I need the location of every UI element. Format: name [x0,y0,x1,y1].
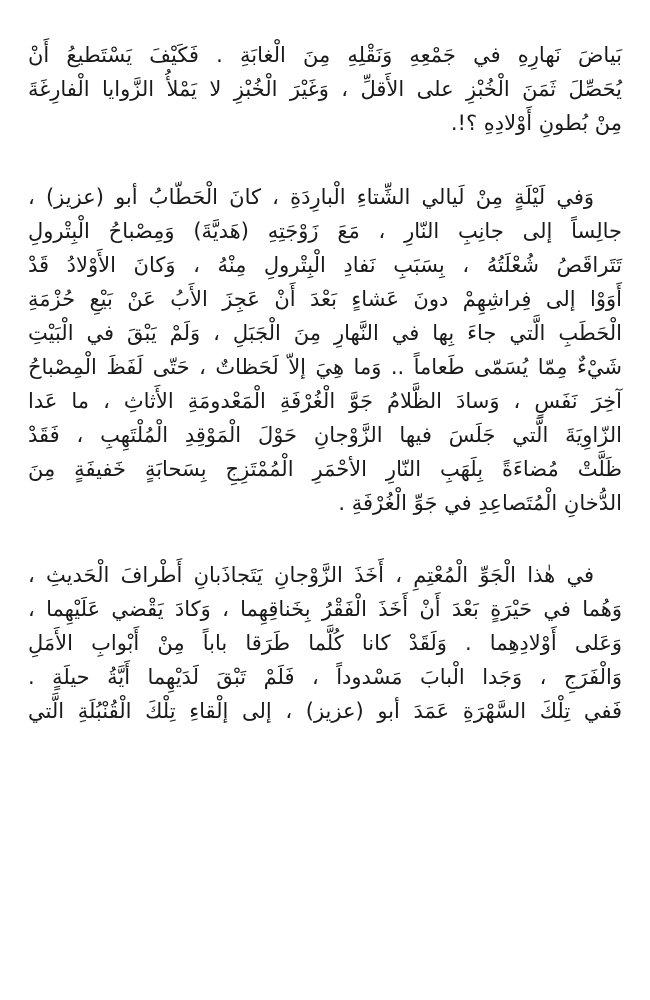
text-line: الدُّخانِ الْمُتَصاعِدِ في جَوِّ الْغُرْفَةِ . [338,491,622,515]
book-page [28,38,622,980]
text-line: يُحَصِّلَ ثَمَنَ الْخُبْزِ على الأَقلِّ ، وَغَيْرَ الْخُبْزِ لا يَمْلأُ الزَّوايا الْفارِغَةَ [28,77,622,101]
text-line: جالِساً إلى جانِبِ النّارِ ، مَعَ زَوْجَتِهِ (هَديَّةَ) وَمِصْباحُ الْبِتْرولِ [28,219,622,243]
text-line: فَفي تِلْكَ السَّهْرَةِ عَمَدَ أبو (عزيز) ، إلى إلْقاءِ تِلْكَ الْقُنْبُلَةِ الَّتي [28,699,622,723]
text-line: مِنْ بُطونِ أَوْلادِهِ ؟!. [450,111,622,135]
text-line: وَعَلى أَوْلادِهِما . وَلَقَدْ كانا كُلَّما طَرَقا باباً مِنْ أَبْوابِ الأَمَلِ [28,631,622,655]
text-line: الزّاوِيَةَ الَّتي جَلَسَ فيها الزَّوْجانِ حَوْلَ الْمَوْقِدِ الْمُلْتَهِبِ ، فَقَدْ [28,423,622,447]
text-line: في هٰذا الْجَوِّ الْمُعْتِمِ ، أَخَذَ الزَّوْجانِ يَتَجاذَبانِ أَطْرافَ الْحَديثِ ، [28,563,594,587]
text-line: ظَلَّتْ مُضاءَةً بِلَهَبِ النّارِ الأحْمَرِ الْمُمْتَزِجِ بِسَحابَةٍ خَفيفَةٍ مِنَ [28,457,622,481]
text-line: أَوَوْا إلى فِراشِهِمْ دونَ عَشاءٍ بَعْدَ أَنْ عَجِزَ الأَبُ عَنْ بَيْعِ حُزْمَةِ [28,287,622,311]
paragraph-1 [28,38,622,140]
paragraph-2 [28,180,622,520]
text-line: الْحَطَبِ الَّتي جاءَ بِها في النَّهارِ مِنَ الْجَبَلِ ، وَلَمْ يَبْقَ في الْبَيْتِ [28,321,622,345]
text-line: شَيْءٌ مِمّا يُسَمّى طَعاماً .. وَما هِيَ إلاّ لَحَظاتٌ ، حَتّى لَفَظَ الْمِصْباحُ [28,355,622,379]
text-line: وَهُما في حَيْرَةٍ بَعْدَ أَنْ أَخَذَ الْفَقْرُ بِخَناقِهِما ، وَكادَ يَقْضي عَلَيْهِما ، [28,597,622,621]
text-line: آخِرَ نَفَسٍ ، وَسادَ الظَّلامُ جَوَّ الْغُرْفَةِ الْمَعْدومَةِ الأَثاثِ ، ما عَدا [28,389,622,413]
text-line: تَتَراقَصُ شُعْلَتُهُ ، بِسَبَبِ نَفادِ الْبِتْرولِ مِنْهُ ، وَكانَ الأَوْلادُ قَدْ [28,253,622,277]
text-line: وَفي لَيْلَةٍ مِنْ لَيالي الشِّتاءِ الْبارِدَةِ ، كانَ الْحَطّابُ أبو (عزيز) ، [28,185,594,209]
text-line: بَياضَ نَهارِهِ في جَمْعِهِ وَنَقْلِهِ مِنَ الْغابَةِ . فَكَيْفَ يَسْتَطيعُ أَنْ [28,43,622,67]
paragraph-3 [28,558,622,728]
text-line: وَالْفَرَجِ ، وَجَدا الْبابَ مَسْدوداً ، فَلَمْ تَبْقَ لَدَيْهِما أَيَّةُ حيلَةٍ . [28,665,622,689]
